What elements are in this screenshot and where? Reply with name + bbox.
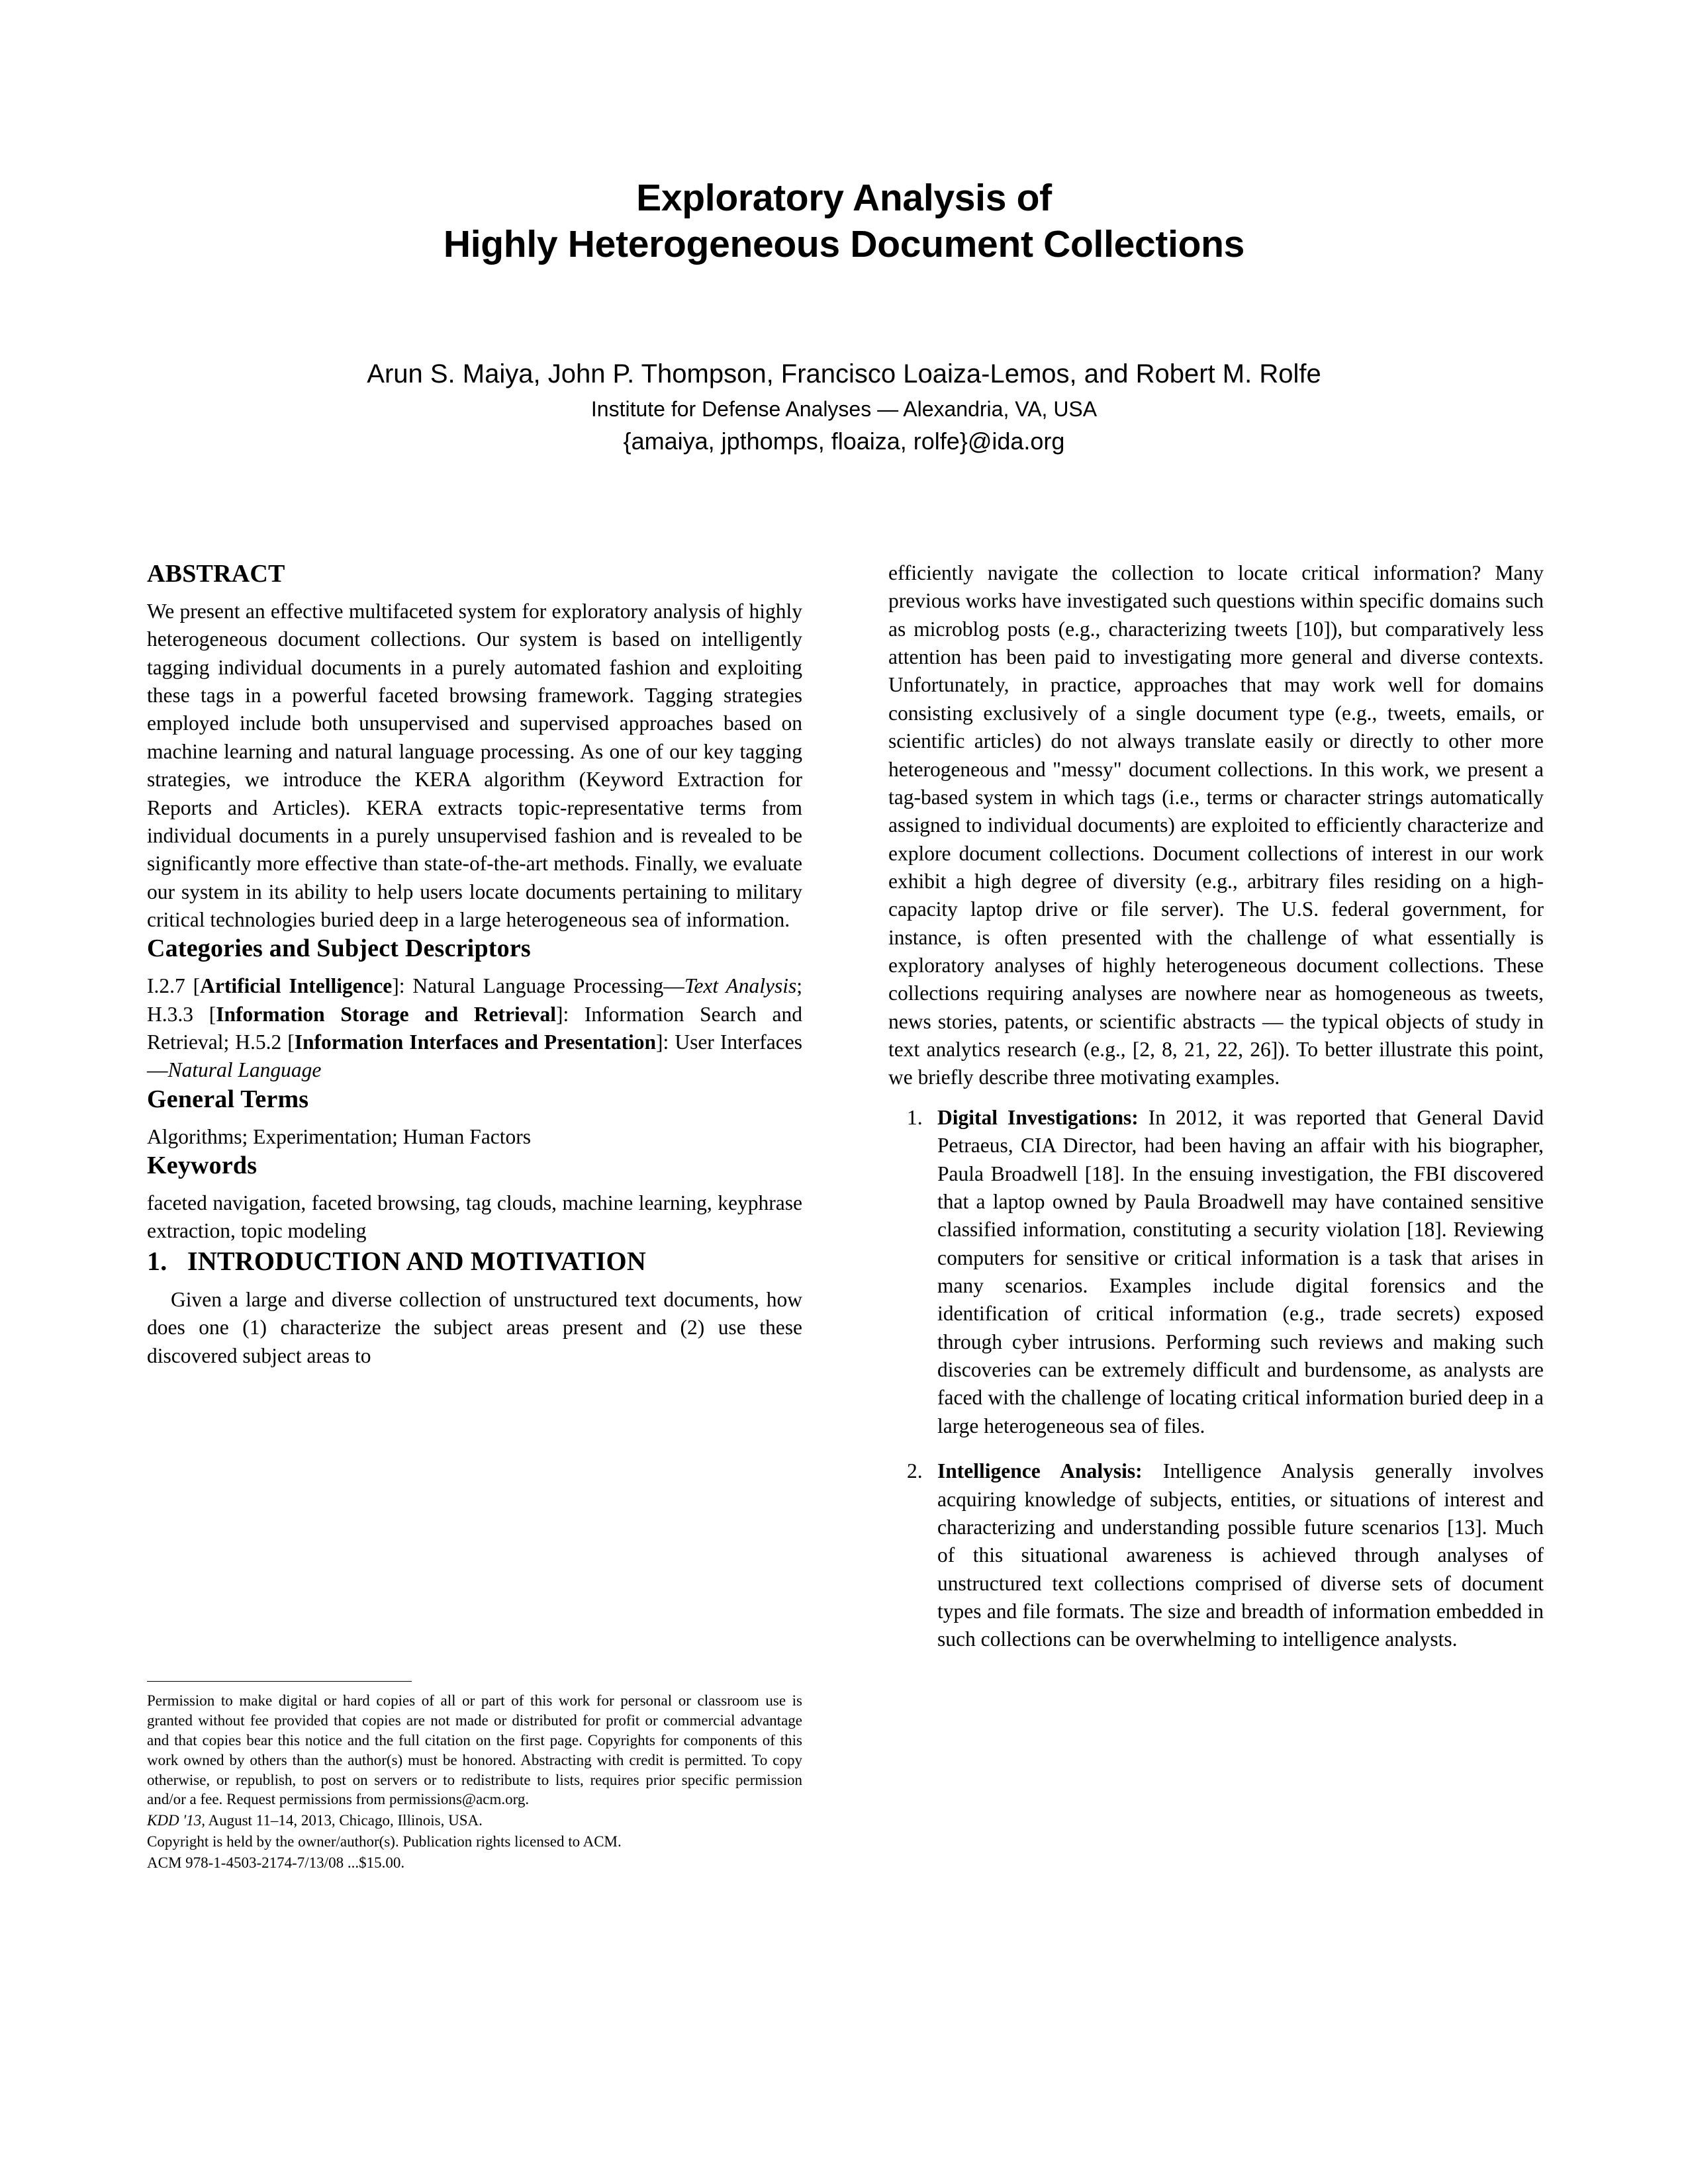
keywords-text: faceted navigation, faceted browsing, tag clouds, machine learning, keyphrase extraction, topic modeling <box>147 1191 802 1243</box>
cat-p5: ]: User Interfaces— <box>147 1030 802 1082</box>
general-terms-text: Algorithms; Experimentation; Human Factors <box>147 1124 532 1148</box>
introduction-heading <box>147 1246 802 1277</box>
copyright-acm-id: ACM 978-1-4503-2174-7/13/08 ...$15.00. <box>147 1854 405 1872</box>
introduction-heading-label: INTRODUCTION AND MOTIVATION <box>187 1246 646 1276</box>
list-item <box>888 1104 1544 1440</box>
cat-i2: Natural Language <box>167 1058 322 1082</box>
copyright-notice <box>147 1681 802 1874</box>
general-terms-heading: General Terms <box>147 1085 309 1113</box>
title-block <box>215 0 1473 455</box>
cat-p2: ]: Natural Language Processing— <box>392 974 684 998</box>
categories-heading: Categories and Subject Descriptors <box>147 934 531 963</box>
page-title <box>215 175 1473 267</box>
introduction-heading-number: 1. <box>147 1246 167 1276</box>
keywords-heading: Keywords <box>147 1152 258 1180</box>
example-label: Intelligence Analysis: <box>937 1459 1143 1483</box>
cat-p1: I.2.7 [ <box>147 974 201 998</box>
left-column <box>147 559 802 1671</box>
list-item <box>888 1457 1544 1654</box>
venue-details: August 11–14, 2013, Chicago, Illinois, USA. <box>205 1812 483 1829</box>
categories-text <box>147 972 802 1084</box>
cat-p4: ]: Information Search and Retrieval; H.5.2 [ <box>147 1002 802 1054</box>
copyright-permission-text: Permission to make digital or hard copies of all or part of this work for personal or classroom use is granted without fee provided that copies are not made or distributed for profit or commercial advantage and that copies bear this notice and the full citation on the first page. Copyrights for components of this work owned by others than the author(s) must be honored. Abstracting with credit is permitted. To copy otherwise, or republish, to post on servers or to redistribute to lists, requires prior specific permission and/or a fee. Request permissions from permissions@acm.org. <box>147 1692 802 1808</box>
title-line-2: Highly Heterogeneous Document Collections <box>443 222 1245 265</box>
motivating-examples-list <box>888 1104 1544 1654</box>
copyright-divider <box>147 1681 412 1682</box>
cat-b3: Information Interfaces and Presentation <box>294 1030 657 1054</box>
cat-b1: Artificial Intelligence <box>200 974 393 998</box>
author-list: Arun S. Maiya, John P. Thompson, Francisco Loaiza-Lemos, and Robert M. Rolfe <box>367 359 1321 389</box>
body-columns <box>147 559 1544 1671</box>
cat-b2: Information Storage and Retrieval <box>216 1002 556 1026</box>
right-column <box>888 559 1544 1671</box>
title-line-1: Exploratory Analysis of <box>636 177 1052 219</box>
copyright-venue <box>147 1811 802 1831</box>
example-text: In 2012, it was reported that General David Petraeus, CIA Director, had been having an affair with his biographer, Paula Broadwell [18]. In the ensuing investigation, the FBI discovered that a laptop owned by Paula Broadwell may have contained sensitive classified information, constituting a security violation [18]. Reviewing computers for sensitive or critical information is a task that arises in many scenarios. Examples include digital forensics and the identification of critical information (e.g., trade secrets) exposed through cyber intrusions. Performing such reviews and making such discoveries can be extremely difficult and burdensome, as analysts are faced with the challenge of locating critical information buried deep in a large heterogeneous sea of files. <box>937 1105 1544 1437</box>
affiliation: Institute for Defense Analyses — Alexandria, VA, USA <box>590 397 1098 422</box>
venue-name: KDD '13, <box>147 1812 205 1829</box>
introduction-paragraph-continued: efficiently navigate the collection to locate critical information? Many previous works have investigated such questions within specific domains such as microblog posts (e.g., characterizing tweets [10]), but comparatively less attention has been paid to investigating more general and diverse contexts. Unfortunately, in practice, approaches that may work well for domains consisting exclusively of a single document type (e.g., tweets, emails, or scientific articles) do not always translate easily or directly to other more heterogeneous and "messy" document collections. In this work, we present a tag-based system in which tags (i.e., terms or character strings automatically assigned to individual documents) are exploited to efficiently characterize and explore document collections. Document collections of interest in our work exhibit a high degree of diversity (e.g., arbitrary files residing on a high-capacity laptop drive or file server). The U.S. federal government, for instance, is often presented with the challenge of what essentially is exploratory analyses of highly heterogeneous document collections. These collections requiring analyses are nowhere near as homogeneous as tweets, news stories, patents, or scientific abstracts — the typical objects of study in text analytics research (e.g., [2, 8, 21, 22, 26]). To better illustrate this point, we briefly describe three motivating examples. <box>888 561 1544 1089</box>
cat-p3: ; H.3.3 [ <box>147 974 802 1026</box>
example-label: Digital Investigations: <box>937 1105 1139 1129</box>
cat-i1: Text Analysis <box>684 974 797 998</box>
abstract-text: We present an effective multifaceted system for exploratory analysis of highly heterogeneous document collections. Our system is based on intelligently tagging individual documents in a purely automated fashion and exploiting these tags in a powerful faceted browsing framework. Tagging strategies employed include both unsupervised and supervised approaches based on machine learning and natural language processing. As one of our key tagging strategies, we introduce the KERA algorithm (Keyword Extraction for Reports and Articles). KERA extracts topic-representative terms from individual documents in a purely unsupervised fashion and is revealed to be significantly more effective than state-of-the-art methods. Finally, we evaluate our system in its ability to help users locate documents pertaining to military critical technologies buried deep in a large heterogeneous sea of information. <box>147 600 802 931</box>
example-text: Intelligence Analysis generally involves acquiring knowledge of subjects, entities, or situations of interest and characterizing and understanding possible future scenarios [13]. Much of this situational awareness is achieved through analyses of unstructured text collections comprised of diverse sets of document types and file formats. The size and breadth of information embedded in such collections can be overwhelming to intelligence analysts. <box>937 1459 1544 1651</box>
author-emails: {amaiya, jpthomps, floaiza, rolfe}@ida.org <box>623 428 1065 455</box>
copyright-holder: Copyright is held by the owner/author(s). Publication rights licensed to ACM. <box>147 1833 622 1850</box>
introduction-paragraph: Given a large and diverse collection of unstructured text documents, how does one (1) characterize the subject areas present and (2) use these discovered subject areas to <box>147 1287 802 1367</box>
abstract-heading: ABSTRACT <box>147 560 285 588</box>
